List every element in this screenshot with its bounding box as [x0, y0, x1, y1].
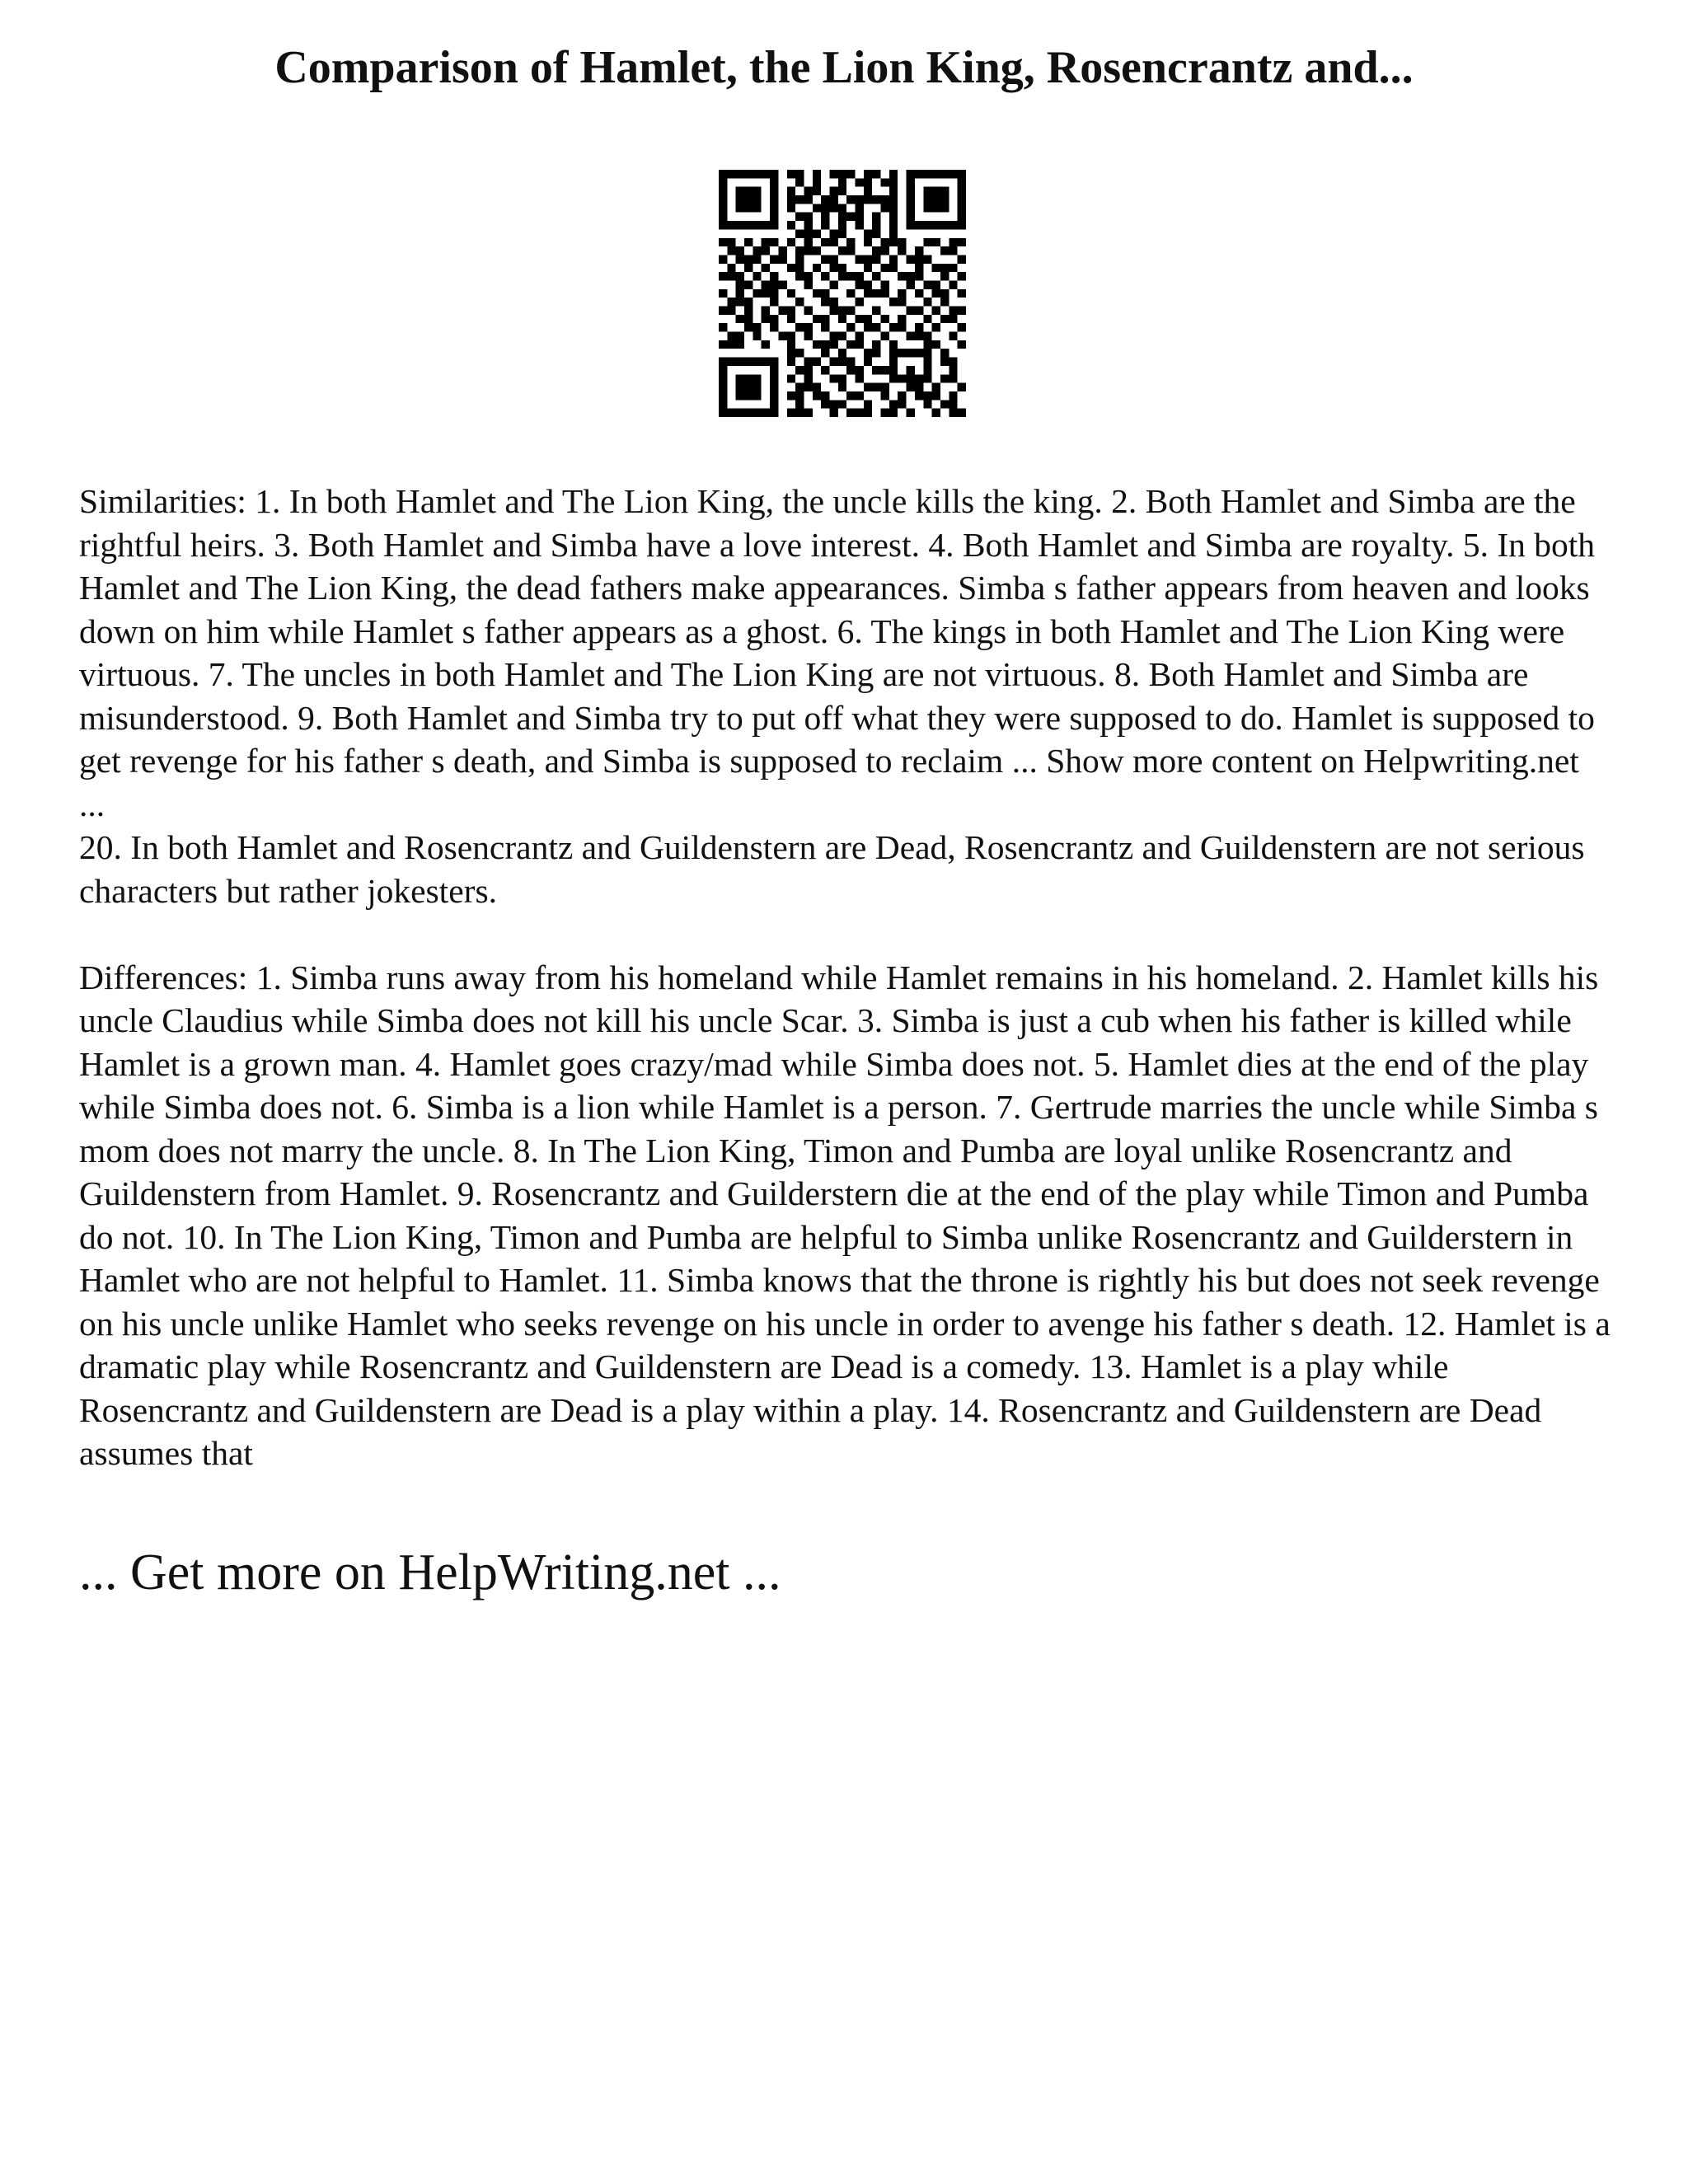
qr-code-graphic: [719, 170, 966, 417]
paragraph-spacer: [79, 912, 1612, 956]
get-more-link[interactable]: ... Get more on HelpWriting.net ...: [79, 1544, 781, 1601]
differences-paragraph: Differences: 1. Simba runs away from his homeland while Hamlet remains in his homeland. 2. Hamlet kills his uncle Claudius while Simba does not kill his uncle Scar. 3. Simba is just a cub when his father is killed while Hamlet is a grown man. 4. Hamlet goes crazy/mad while Simba does not. 5. Hamlet dies at the end of the play while Simba does not. 6. Simba is a lion while Hamlet is a person. 7. Gertrude marries the uncle while Simba s mom does not marry the uncle. 8. In The Lion King, Timon and Pumba are loyal unlike Rosencrantz and Guildenstern from Hamlet. 9. Rosencrantz and Guilderstern die at the end of the play while Timon and Pumba do not. 10. In The Lion King, Timon and Pumba are helpful to Simba unlike Rosencrantz and Guilderstern in Hamlet who are not helpful to Hamlet. 11. Simba knows that the throne is rightly his but does not seek revenge on his uncle unlike Hamlet who seeks revenge on his uncle in order to avenge his father s death. 12. Hamlet is a dramatic play while Rosencrantz and Guildenstern are Dead is a comedy. 13. Hamlet is a play while Rosencrantz and Guildenstern are Dead is a play within a play. 14. Rosencrantz and Guildenstern are Dead assumes that: [79, 958, 1611, 1472]
article-body: [79, 480, 1612, 1475]
qr-code: [719, 170, 966, 417]
page-title: Comparison of Hamlet, the Lion King, Rosencrantz and...: [274, 42, 1414, 93]
similarities-item-20: 20. In both Hamlet and Rosencrantz and Guildenstern are Dead, Rosencrantz and Guildenstern are not serious characters but rather jokesters.: [79, 828, 1585, 910]
similarities-paragraph: Similarities: 1. In both Hamlet and The Lion King, the uncle kills the king. 2. Both Hamlet and Simba are the rightful heirs. 3. Both Hamlet and Simba have a love interest. 4. Both Hamlet and Simba are royalty. 5. In both Hamlet and The Lion King, the dead fathers make appearances. Simba s father appears from heaven and looks down on him while Hamlet s father appears as a ghost. 6. The kings in both Hamlet and The Lion King were virtuous. 7. The uncles in both Hamlet and The Lion King are not virtuous. 8. Both Hamlet and Simba are misunderstood. 9. Both Hamlet and Simba try to put off what they were supposed to do. Hamlet is supposed to get revenge for his father s death, and Simba is supposed to reclaim ... Show more content on Helpwriting.net ...: [79, 482, 1596, 823]
